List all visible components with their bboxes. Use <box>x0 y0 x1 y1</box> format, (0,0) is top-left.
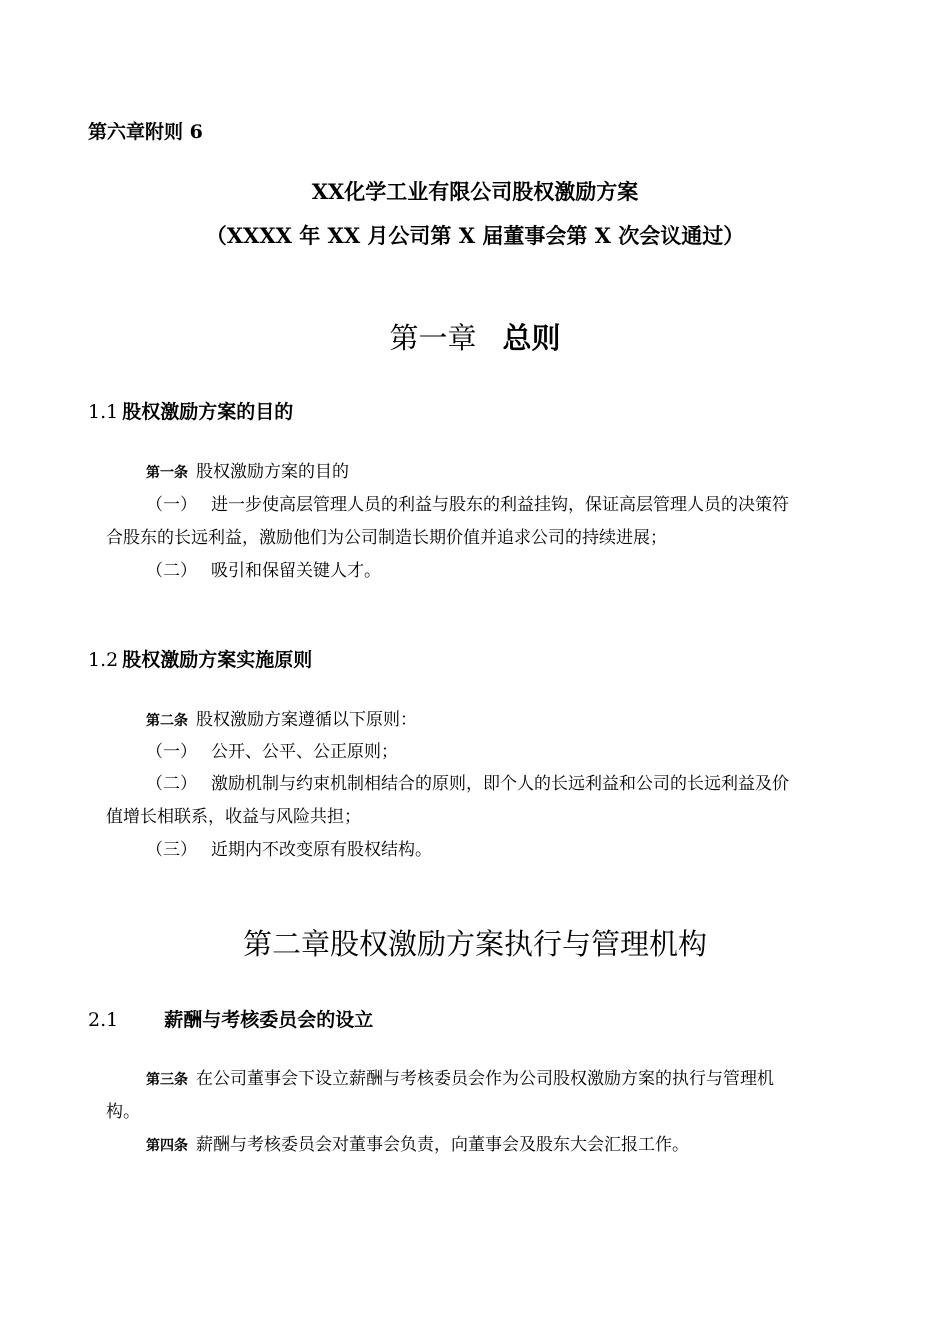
item-text: 进一步使高层管理人员的利益与股东的利益挂钩，保证高层管理人员的决策符 <box>211 495 789 515</box>
article-label: 第一条 <box>146 465 188 481</box>
article-1-item-1-continuation: 合股东的长远利益，激励他们为公司制造长期价值并追求公司的持续进展； <box>106 528 667 548</box>
item-number: （二） <box>146 561 197 581</box>
article-label: 第二条 <box>146 713 188 729</box>
item-number: （三） <box>146 840 197 860</box>
item-number: （二） <box>146 774 197 794</box>
article-text: 薪酬与考核委员会对董事会负责，向董事会及股东大会汇报工作。 <box>196 1135 689 1155</box>
section-title: 股权激励方案的目的 <box>122 401 294 423</box>
section-number: 1.2 <box>88 649 119 671</box>
chapter-1-label: 第一章 <box>389 321 477 355</box>
section-title: 股权激励方案实施原则 <box>122 649 313 671</box>
chapter-1-heading <box>0 316 950 357</box>
article-text: 股权激励方案的目的 <box>196 462 349 482</box>
article-2-item-1 <box>146 737 398 762</box>
article-2-item-2-continuation: 值增长相联系，收益与风险共担； <box>106 807 361 827</box>
section-number: 1.1 <box>88 401 119 423</box>
item-text: 激励机制与约束机制相结合的原则，即个人的长远利益和公司的长远利益及价 <box>211 774 789 794</box>
document-subtitle: （XXXX 年 XX 月公司第 X 届董事会第 X 次会议通过） <box>205 223 745 248</box>
article-1 <box>146 457 349 482</box>
article-3 <box>146 1064 774 1089</box>
article-4 <box>146 1130 689 1155</box>
article-2-item-3 <box>146 835 432 860</box>
article-2-item-2 <box>146 769 789 794</box>
section-2-1-heading <box>88 1005 373 1032</box>
item-text: 近期内不改变原有股权结构。 <box>211 840 432 860</box>
item-number: （一） <box>146 742 197 762</box>
document-title: XX化学工业有限公司股权激励方案 <box>311 179 639 204</box>
article-3-continuation: 构。 <box>106 1102 140 1122</box>
article-1-item-1 <box>146 490 789 515</box>
article-1-item-2 <box>146 556 381 581</box>
article-2 <box>146 705 417 730</box>
article-label: 第四条 <box>146 1138 188 1154</box>
chapter-1-title: 总则 <box>502 321 561 355</box>
item-text: 吸引和保留关键人才。 <box>211 561 381 581</box>
article-label: 第三条 <box>146 1072 188 1088</box>
article-text: 股权激励方案遵循以下原则： <box>196 710 417 730</box>
toc-entry: 第六章附则 6 <box>88 121 203 143</box>
article-text: 在公司董事会下设立薪酬与考核委员会作为公司股权激励方案的执行与管理机 <box>196 1069 774 1089</box>
section-title: 薪酬与考核委员会的设立 <box>164 1009 374 1031</box>
section-1-1-heading <box>88 397 293 424</box>
item-text: 公开、公平、公正原则； <box>211 742 398 762</box>
item-number: （一） <box>146 495 197 515</box>
section-number: 2.1 <box>88 1009 119 1031</box>
chapter-2-heading: 第二章股权激励方案执行与管理机构 <box>242 927 707 961</box>
section-1-2-heading <box>88 645 312 672</box>
